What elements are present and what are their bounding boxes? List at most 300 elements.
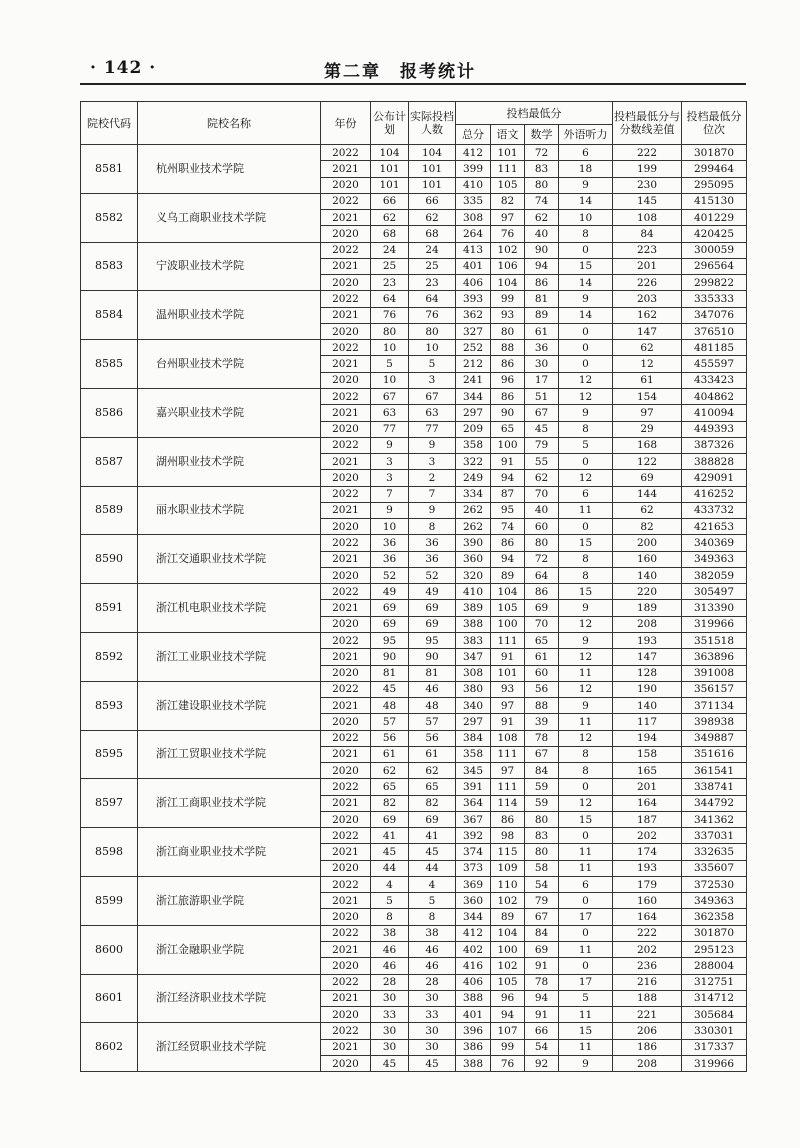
school-name: 台州职业技术学院 — [138, 340, 321, 389]
cell-diff: 223 — [613, 242, 682, 258]
cell-total: 362 — [456, 307, 491, 323]
cell-math: 94 — [525, 258, 559, 274]
cell-math: 67 — [525, 405, 559, 421]
cell-year: 2022 — [321, 437, 371, 453]
cell-total: 358 — [456, 437, 491, 453]
cell-math: 64 — [525, 567, 559, 583]
cell-listening: 12 — [559, 470, 613, 486]
cell-rank: 398938 — [682, 714, 747, 730]
cell-plan: 38 — [371, 925, 409, 941]
school-name: 浙江工商职业技术学院 — [138, 779, 321, 828]
cell-listening: 0 — [559, 340, 613, 356]
cell-year: 2021 — [321, 161, 371, 177]
cell-rank: 312751 — [682, 974, 747, 990]
cell-math: 36 — [525, 340, 559, 356]
cell-diff: 97 — [613, 405, 682, 421]
cell-chinese: 100 — [491, 616, 525, 632]
cell-listening: 0 — [559, 893, 613, 909]
cell-listening: 6 — [559, 876, 613, 892]
cell-listening: 0 — [559, 323, 613, 339]
cell-math: 56 — [525, 681, 559, 697]
cell-actual: 101 — [409, 177, 456, 193]
cell-plan: 64 — [371, 291, 409, 307]
cell-listening: 9 — [559, 1055, 613, 1071]
cell-total: 344 — [456, 388, 491, 404]
cell-chinese: 96 — [491, 372, 525, 388]
cell-rank: 305684 — [682, 1007, 747, 1023]
cell-chinese: 97 — [491, 210, 525, 226]
cell-chinese: 111 — [491, 746, 525, 762]
cell-plan: 77 — [371, 421, 409, 437]
cell-plan: 24 — [371, 242, 409, 258]
cell-listening: 8 — [559, 567, 613, 583]
cell-diff: 193 — [613, 860, 682, 876]
cell-year: 2021 — [321, 307, 371, 323]
cell-year: 2022 — [321, 828, 371, 844]
cell-rank: 347076 — [682, 307, 747, 323]
cell-math: 79 — [525, 437, 559, 453]
cell-year: 2020 — [321, 1055, 371, 1071]
cell-listening: 11 — [559, 1039, 613, 1055]
cell-math: 69 — [525, 600, 559, 616]
cell-math: 59 — [525, 779, 559, 795]
cell-listening: 11 — [559, 844, 613, 860]
cell-diff: 69 — [613, 470, 682, 486]
cell-diff: 208 — [613, 1055, 682, 1071]
cell-math: 72 — [525, 551, 559, 567]
cell-diff: 194 — [613, 730, 682, 746]
cell-math: 51 — [525, 388, 559, 404]
cell-listening: 0 — [559, 828, 613, 844]
cell-rank: 349363 — [682, 551, 747, 567]
cell-plan: 36 — [371, 535, 409, 551]
cell-chinese: 107 — [491, 1023, 525, 1039]
cell-rank: 387326 — [682, 437, 747, 453]
cell-diff: 174 — [613, 844, 682, 860]
cell-year: 2020 — [321, 1007, 371, 1023]
cell-year: 2021 — [321, 210, 371, 226]
cell-chinese: 93 — [491, 307, 525, 323]
cell-listening: 9 — [559, 698, 613, 714]
cell-diff: 12 — [613, 356, 682, 372]
cell-diff: 208 — [613, 616, 682, 632]
cell-chinese: 111 — [491, 779, 525, 795]
cell-listening: 5 — [559, 437, 613, 453]
cell-math: 70 — [525, 616, 559, 632]
cell-plan: 81 — [371, 665, 409, 681]
cell-year: 2022 — [321, 291, 371, 307]
cell-total: 380 — [456, 681, 491, 697]
cell-rank: 301870 — [682, 925, 747, 941]
cell-diff: 201 — [613, 258, 682, 274]
cell-diff: 216 — [613, 974, 682, 990]
cell-chinese: 99 — [491, 291, 525, 307]
cell-listening: 15 — [559, 535, 613, 551]
cell-plan: 5 — [371, 356, 409, 372]
table-row — [81, 681, 747, 697]
cell-plan: 8 — [371, 909, 409, 925]
cell-rank: 363896 — [682, 649, 747, 665]
cell-actual: 24 — [409, 242, 456, 258]
cell-math: 83 — [525, 828, 559, 844]
cell-plan: 41 — [371, 828, 409, 844]
cell-plan: 66 — [371, 193, 409, 209]
cell-plan: 3 — [371, 470, 409, 486]
school-code: 8589 — [81, 486, 138, 535]
cell-total: 297 — [456, 405, 491, 421]
cell-math: 86 — [525, 275, 559, 291]
cell-math: 86 — [525, 584, 559, 600]
cell-chinese: 114 — [491, 795, 525, 811]
cell-listening: 9 — [559, 632, 613, 648]
cell-chinese: 105 — [491, 974, 525, 990]
cell-actual: 80 — [409, 323, 456, 339]
cell-year: 2021 — [321, 698, 371, 714]
cell-math: 90 — [525, 242, 559, 258]
cell-total: 396 — [456, 1023, 491, 1039]
cell-chinese: 82 — [491, 193, 525, 209]
school-name: 浙江工贸职业技术学院 — [138, 730, 321, 779]
cell-plan: 49 — [371, 584, 409, 600]
cell-plan: 62 — [371, 763, 409, 779]
cell-math: 80 — [525, 844, 559, 860]
cell-total: 388 — [456, 616, 491, 632]
school-name: 浙江建设职业技术学院 — [138, 681, 321, 730]
cell-math: 84 — [525, 763, 559, 779]
cell-math: 59 — [525, 795, 559, 811]
cell-rank: 455597 — [682, 356, 747, 372]
cell-plan: 30 — [371, 1039, 409, 1055]
cell-rank: 362358 — [682, 909, 747, 925]
cell-listening: 14 — [559, 275, 613, 291]
cell-plan: 104 — [371, 145, 409, 161]
cell-chinese: 94 — [491, 551, 525, 567]
cell-total: 340 — [456, 698, 491, 714]
cell-diff: 145 — [613, 193, 682, 209]
school-code: 8586 — [81, 388, 138, 437]
school-name: 浙江机电职业技术学院 — [138, 584, 321, 633]
cell-total: 391 — [456, 779, 491, 795]
cell-math: 69 — [525, 942, 559, 958]
school-code: 8583 — [81, 242, 138, 291]
cell-rank: 410094 — [682, 405, 747, 421]
cell-total: 412 — [456, 145, 491, 161]
cell-plan: 69 — [371, 600, 409, 616]
cell-actual: 57 — [409, 714, 456, 730]
cell-listening: 12 — [559, 730, 613, 746]
cell-diff: 222 — [613, 925, 682, 941]
cell-total: 413 — [456, 242, 491, 258]
cell-total: 392 — [456, 828, 491, 844]
cell-rank: 301870 — [682, 145, 747, 161]
cell-listening: 12 — [559, 795, 613, 811]
cell-rank: 416252 — [682, 486, 747, 502]
cell-chinese: 108 — [491, 730, 525, 746]
cell-rank: 388828 — [682, 454, 747, 470]
cell-year: 2020 — [321, 714, 371, 730]
cell-plan: 30 — [371, 1023, 409, 1039]
header-name: 院校名称 — [138, 102, 321, 145]
cell-plan: 45 — [371, 844, 409, 860]
cell-listening: 9 — [559, 600, 613, 616]
cell-diff: 199 — [613, 161, 682, 177]
cell-actual: 69 — [409, 811, 456, 827]
cell-diff: 190 — [613, 681, 682, 697]
cell-actual: 9 — [409, 502, 456, 518]
cell-total: 327 — [456, 323, 491, 339]
cell-actual: 62 — [409, 210, 456, 226]
cell-chinese: 105 — [491, 177, 525, 193]
cell-math: 61 — [525, 323, 559, 339]
cell-year: 2021 — [321, 795, 371, 811]
cell-chinese: 89 — [491, 909, 525, 925]
cell-chinese: 105 — [491, 600, 525, 616]
cell-rank: 300059 — [682, 242, 747, 258]
cell-diff: 128 — [613, 665, 682, 681]
table-row — [81, 1023, 747, 1039]
cell-year: 2020 — [321, 811, 371, 827]
cell-listening: 12 — [559, 388, 613, 404]
header-total: 总分 — [456, 125, 491, 145]
cell-listening: 5 — [559, 990, 613, 1006]
cell-total: 406 — [456, 974, 491, 990]
cell-total: 401 — [456, 258, 491, 274]
cell-listening: 15 — [559, 811, 613, 827]
cell-total: 388 — [456, 1055, 491, 1071]
cell-plan: 3 — [371, 454, 409, 470]
table-row — [81, 145, 747, 161]
cell-math: 67 — [525, 746, 559, 762]
cell-plan: 28 — [371, 974, 409, 990]
cell-year: 2021 — [321, 942, 371, 958]
cell-actual: 45 — [409, 844, 456, 860]
cell-year: 2020 — [321, 763, 371, 779]
school-name: 义乌工商职业技术学院 — [138, 193, 321, 242]
cell-actual: 30 — [409, 1023, 456, 1039]
cell-actual: 66 — [409, 193, 456, 209]
cell-actual: 95 — [409, 632, 456, 648]
cell-actual: 81 — [409, 665, 456, 681]
cell-year: 2022 — [321, 876, 371, 892]
cell-total: 252 — [456, 340, 491, 356]
cell-actual: 36 — [409, 551, 456, 567]
cell-chinese: 74 — [491, 519, 525, 535]
cell-rank: 420425 — [682, 226, 747, 242]
school-name: 宁波职业技术学院 — [138, 242, 321, 291]
cell-actual: 45 — [409, 1055, 456, 1071]
cell-rank: 313390 — [682, 600, 747, 616]
cell-listening: 11 — [559, 665, 613, 681]
cell-rank: 319966 — [682, 1055, 747, 1071]
cell-actual: 3 — [409, 372, 456, 388]
cell-actual: 3 — [409, 454, 456, 470]
cell-diff: 160 — [613, 893, 682, 909]
cell-listening: 15 — [559, 258, 613, 274]
cell-plan: 44 — [371, 860, 409, 876]
cell-diff: 202 — [613, 942, 682, 958]
cell-actual: 38 — [409, 925, 456, 941]
cell-year: 2022 — [321, 145, 371, 161]
cell-chinese: 88 — [491, 340, 525, 356]
cell-listening: 6 — [559, 145, 613, 161]
cell-year: 2021 — [321, 746, 371, 762]
cell-listening: 15 — [559, 584, 613, 600]
cell-total: 393 — [456, 291, 491, 307]
cell-actual: 65 — [409, 779, 456, 795]
cell-listening: 8 — [559, 763, 613, 779]
school-name: 温州职业技术学院 — [138, 291, 321, 340]
cell-year: 2020 — [321, 226, 371, 242]
cell-rank: 481185 — [682, 340, 747, 356]
cell-rank: 351518 — [682, 632, 747, 648]
school-name: 湖州职业技术学院 — [138, 437, 321, 486]
cell-plan: 63 — [371, 405, 409, 421]
school-code: 8601 — [81, 974, 138, 1023]
cell-listening: 0 — [559, 356, 613, 372]
cell-year: 2022 — [321, 535, 371, 551]
cell-year: 2020 — [321, 665, 371, 681]
table-row — [81, 193, 747, 209]
school-name: 浙江旅游职业学院 — [138, 876, 321, 925]
cell-math: 89 — [525, 307, 559, 323]
cell-plan: 23 — [371, 275, 409, 291]
school-code: 8581 — [81, 145, 138, 194]
cell-listening: 0 — [559, 779, 613, 795]
cell-diff: 108 — [613, 210, 682, 226]
cell-listening: 15 — [559, 1023, 613, 1039]
cell-diff: 62 — [613, 502, 682, 518]
school-code: 8584 — [81, 291, 138, 340]
cell-chinese: 93 — [491, 681, 525, 697]
cell-diff: 84 — [613, 226, 682, 242]
school-name: 浙江经贸职业技术学院 — [138, 1023, 321, 1072]
cell-year: 2022 — [321, 242, 371, 258]
cell-listening: 0 — [559, 925, 613, 941]
cell-total: 297 — [456, 714, 491, 730]
cell-actual: 8 — [409, 519, 456, 535]
cell-rank: 421653 — [682, 519, 747, 535]
cell-listening: 12 — [559, 372, 613, 388]
cell-actual: 36 — [409, 535, 456, 551]
cell-listening: 0 — [559, 519, 613, 535]
cell-chinese: 76 — [491, 1055, 525, 1071]
cell-rank: 338741 — [682, 779, 747, 795]
cell-chinese: 101 — [491, 665, 525, 681]
cell-rank: 404862 — [682, 388, 747, 404]
school-code: 8592 — [81, 632, 138, 681]
cell-math: 94 — [525, 990, 559, 1006]
cell-listening: 0 — [559, 242, 613, 258]
cell-chinese: 102 — [491, 958, 525, 974]
cell-plan: 9 — [371, 437, 409, 453]
cell-math: 91 — [525, 1007, 559, 1023]
cell-year: 2022 — [321, 340, 371, 356]
cell-total: 308 — [456, 665, 491, 681]
cell-chinese: 106 — [491, 258, 525, 274]
cell-actual: 104 — [409, 145, 456, 161]
school-code: 8598 — [81, 828, 138, 877]
cell-diff: 160 — [613, 551, 682, 567]
school-code: 8599 — [81, 876, 138, 925]
header-rank: 投档最低分位次 — [682, 102, 747, 145]
cell-listening: 8 — [559, 421, 613, 437]
cell-plan: 69 — [371, 811, 409, 827]
school-name: 浙江经济职业技术学院 — [138, 974, 321, 1023]
cell-listening: 8 — [559, 551, 613, 567]
cell-chinese: 101 — [491, 145, 525, 161]
cell-total: 373 — [456, 860, 491, 876]
cell-plan: 46 — [371, 958, 409, 974]
cell-total: 402 — [456, 942, 491, 958]
cell-actual: 63 — [409, 405, 456, 421]
cell-total: 212 — [456, 356, 491, 372]
cell-math: 45 — [525, 421, 559, 437]
cell-total: 416 — [456, 958, 491, 974]
cell-total: 360 — [456, 551, 491, 567]
cell-chinese: 102 — [491, 893, 525, 909]
cell-year: 2022 — [321, 730, 371, 746]
cell-diff: 206 — [613, 1023, 682, 1039]
cell-chinese: 94 — [491, 470, 525, 486]
cell-math: 54 — [525, 876, 559, 892]
cell-math: 91 — [525, 958, 559, 974]
cell-total: 388 — [456, 990, 491, 1006]
cell-actual: 46 — [409, 958, 456, 974]
cell-diff: 158 — [613, 746, 682, 762]
cell-actual: 56 — [409, 730, 456, 746]
cell-total: 390 — [456, 535, 491, 551]
cell-math: 55 — [525, 454, 559, 470]
cell-actual: 90 — [409, 649, 456, 665]
cell-actual: 46 — [409, 942, 456, 958]
cell-listening: 8 — [559, 746, 613, 762]
cell-diff: 226 — [613, 275, 682, 291]
cell-chinese: 89 — [491, 567, 525, 583]
cell-plan: 80 — [371, 323, 409, 339]
cell-actual: 23 — [409, 275, 456, 291]
cell-actual: 41 — [409, 828, 456, 844]
cell-plan: 45 — [371, 681, 409, 697]
cell-chinese: 98 — [491, 828, 525, 844]
table-row — [81, 925, 747, 941]
cell-actual: 67 — [409, 388, 456, 404]
cell-rank: 433732 — [682, 502, 747, 518]
cell-plan: 101 — [371, 177, 409, 193]
cell-math: 62 — [525, 210, 559, 226]
cell-actual: 69 — [409, 616, 456, 632]
cell-rank: 299464 — [682, 161, 747, 177]
cell-diff: 179 — [613, 876, 682, 892]
cell-diff: 186 — [613, 1039, 682, 1055]
cell-year: 2021 — [321, 990, 371, 1006]
cell-diff: 140 — [613, 698, 682, 714]
cell-diff: 202 — [613, 828, 682, 844]
cell-rank: 295123 — [682, 942, 747, 958]
cell-total: 347 — [456, 649, 491, 665]
table-row — [81, 242, 747, 258]
cell-plan: 10 — [371, 372, 409, 388]
cell-total: 360 — [456, 893, 491, 909]
cell-diff: 61 — [613, 372, 682, 388]
cell-year: 2021 — [321, 844, 371, 860]
cell-plan: 76 — [371, 307, 409, 323]
cell-chinese: 80 — [491, 323, 525, 339]
cell-year: 2020 — [321, 323, 371, 339]
school-name: 浙江商业职业技术学院 — [138, 828, 321, 877]
school-code: 8593 — [81, 681, 138, 730]
cell-chinese: 86 — [491, 356, 525, 372]
cell-diff: 164 — [613, 909, 682, 925]
